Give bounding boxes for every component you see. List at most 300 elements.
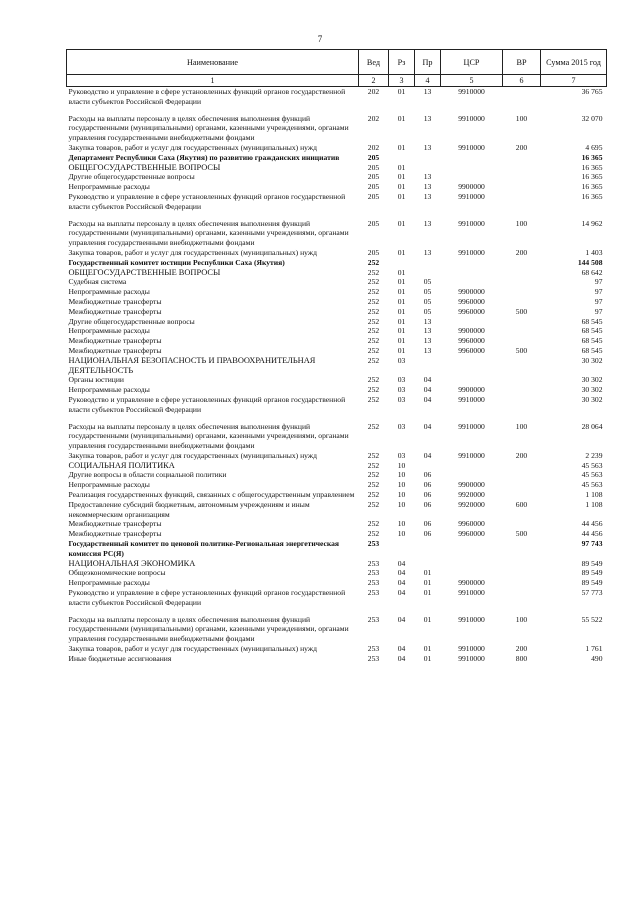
- row-rz: 01: [397, 218, 406, 228]
- row-csr: 9900000: [458, 287, 485, 297]
- row-rz: 10: [397, 490, 406, 500]
- table-row: [67, 153, 607, 163]
- row-sum: 30 302: [581, 375, 603, 385]
- table-row: [67, 297, 607, 307]
- row-csr: [441, 375, 503, 385]
- row-ved: 205: [367, 191, 380, 201]
- row-ved: 252: [367, 499, 380, 509]
- row-name: Расходы на выплаты персоналу в целях обеспечения выполнения функций государственными (муниципальными) органами, казенными учреждениями, органами управления государственными внебюджетными фондами: [68, 614, 349, 644]
- column-number: 4: [415, 75, 441, 87]
- row-pr: 01: [423, 653, 432, 663]
- row-vr: [503, 461, 541, 471]
- row-rz: 04: [397, 568, 406, 578]
- row-csr: [441, 163, 503, 173]
- row-sum: 55 522: [581, 614, 603, 624]
- row-csr: 9910000: [458, 87, 485, 96]
- row-name: Межбюджетные трансферты: [68, 345, 162, 355]
- row-csr: 9920000: [458, 490, 485, 500]
- row-vr: [503, 395, 541, 415]
- row-ved: 252: [367, 267, 380, 277]
- row-csr: [441, 568, 503, 578]
- row-vr: [503, 153, 541, 163]
- row-pr: 13: [423, 172, 432, 182]
- row-vr: 500: [515, 529, 528, 539]
- row-pr: [415, 153, 441, 163]
- column-number: 7: [541, 75, 607, 87]
- row-rz: 03: [397, 385, 406, 395]
- row-spacer-cell: [67, 415, 607, 422]
- row-name: Закупка товаров, работ и услуг для государственных (муниципальных) нужд: [68, 450, 317, 460]
- row-csr: 9920000: [458, 499, 485, 509]
- column-number: 2: [359, 75, 389, 87]
- row-vr: [503, 480, 541, 490]
- row-ved: 205: [367, 182, 380, 192]
- row-sum: 97: [594, 296, 603, 306]
- row-sum: 30 302: [581, 355, 603, 365]
- row-name: Руководство и управление в сфере установленных функций органов государственной власти субъектов Российской Федерации: [68, 588, 346, 607]
- row-sum: 68 545: [581, 336, 603, 346]
- row-rz: 04: [397, 644, 406, 654]
- row-csr: 9960000: [458, 519, 485, 529]
- row-spacer: [67, 107, 607, 114]
- row-pr: 04: [423, 421, 432, 431]
- row-pr: [415, 268, 441, 278]
- row-name: Непрограммные расходы: [68, 385, 150, 395]
- row-vr: [503, 163, 541, 173]
- row-name: Руководство и управление в сфере установленных функций органов государственной власти субъектов Российской Федерации: [68, 394, 346, 414]
- row-name: Непрограммные расходы: [68, 578, 150, 588]
- row-name: Расходы на выплаты персоналу в целях обеспечения выполнения функций государственными (муниципальными) органами, казенными учреждениями, органами управления государственными внебюджетными фондами: [68, 218, 349, 248]
- row-csr: 9900000: [458, 385, 485, 395]
- budget-table: [66, 49, 607, 664]
- row-csr: 9910000: [458, 113, 485, 123]
- row-vr: 100: [515, 218, 528, 228]
- row-csr: 9960000: [458, 336, 485, 346]
- row-rz: [389, 258, 415, 268]
- row-sum: 144 508: [577, 257, 603, 267]
- row-csr: 9910000: [458, 644, 485, 654]
- row-rz: [389, 539, 415, 559]
- row-pr: [415, 539, 441, 559]
- row-pr: 13: [423, 142, 432, 152]
- row-ved: 205: [367, 162, 380, 172]
- row-name: Государственный комитет юстиции Республики Саха (Якутия): [68, 257, 285, 267]
- row-rz: 01: [397, 336, 406, 346]
- row-rz: 01: [397, 345, 406, 355]
- row-rz: 04: [397, 578, 406, 588]
- row-vr: [503, 182, 541, 192]
- row-vr: [503, 470, 541, 480]
- row-csr: 9960000: [458, 296, 485, 306]
- row-sum: 89 549: [581, 558, 603, 568]
- row-spacer-cell: [67, 212, 607, 219]
- row-ved: 252: [367, 460, 380, 470]
- row-sum: 57 773: [581, 588, 603, 598]
- row-name: Межбюджетные трансферты: [68, 529, 162, 539]
- row-sum: 89 549: [581, 568, 603, 578]
- row-ved: 252: [367, 336, 380, 346]
- row-vr: [503, 87, 541, 107]
- row-rz: 04: [397, 614, 406, 624]
- row-name: Межбюджетные трансферты: [68, 336, 162, 346]
- row-name: Руководство и управление в сфере установленных функций органов государственной власти субъектов Российской Федерации: [68, 87, 346, 106]
- table-row: [67, 258, 607, 268]
- row-pr: 01: [423, 578, 432, 588]
- table-row: [67, 307, 607, 317]
- row-sum: 36 765: [581, 87, 603, 96]
- row-vr: [503, 287, 541, 297]
- row-pr: 06: [423, 470, 432, 480]
- table-row: [67, 490, 607, 500]
- row-pr: [415, 163, 441, 173]
- row-csr: 9910000: [458, 191, 485, 201]
- row-sum: 68 545: [581, 326, 603, 336]
- row-rz: 01: [397, 277, 406, 287]
- row-rz: 01: [397, 172, 406, 182]
- row-sum: 68 545: [581, 316, 603, 326]
- row-ved: 202: [367, 113, 380, 123]
- column-number: 6: [503, 75, 541, 87]
- row-sum: 45 563: [581, 460, 603, 470]
- row-rz: 10: [397, 529, 406, 539]
- row-csr: [441, 539, 503, 559]
- row-ved: 252: [367, 470, 380, 480]
- row-sum: 1 108: [585, 499, 603, 509]
- row-name: СОЦИАЛЬНАЯ ПОЛИТИКА: [68, 460, 175, 470]
- header-pr: Пр: [415, 50, 441, 75]
- row-name: Департамент Республики Саха (Якутия) по развитию гражданских инициатив: [68, 152, 340, 162]
- row-vr: 200: [515, 247, 528, 257]
- row-rz: 03: [397, 375, 406, 385]
- row-pr: [415, 356, 441, 376]
- row-ved: 252: [367, 287, 380, 297]
- row-sum: 16 365: [581, 172, 603, 182]
- row-sum: 68 545: [581, 345, 603, 355]
- row-vr: [503, 297, 541, 307]
- table-header-row: [67, 50, 607, 75]
- row-csr: 9900000: [458, 480, 485, 490]
- row-csr: [441, 470, 503, 480]
- row-csr: [441, 277, 503, 287]
- row-rz: 03: [397, 394, 406, 404]
- row-ved: 252: [367, 316, 380, 326]
- table-row: [67, 451, 607, 461]
- row-pr: 01: [423, 614, 432, 624]
- row-sum: 28 064: [581, 421, 603, 431]
- row-sum: 44 456: [581, 529, 603, 539]
- row-ved: 205: [367, 172, 380, 182]
- row-sum: 30 302: [581, 385, 603, 395]
- row-ved: 252: [367, 490, 380, 500]
- table-row: [67, 317, 607, 327]
- row-sum: 32 070: [581, 113, 603, 123]
- row-rz: 01: [397, 287, 406, 297]
- row-name: Органы юстиции: [68, 375, 124, 385]
- row-pr: 06: [423, 499, 432, 509]
- row-sum: 16 365: [581, 162, 603, 172]
- row-ved: 252: [367, 394, 380, 404]
- row-pr: [415, 559, 441, 569]
- header-name: Наименование: [67, 50, 359, 75]
- row-sum: 68 642: [581, 267, 603, 277]
- row-sum: 97: [594, 287, 603, 297]
- row-ved: 252: [367, 385, 380, 395]
- table-row: [67, 615, 607, 644]
- row-csr: 9910000: [458, 588, 485, 598]
- row-sum: 2 239: [585, 450, 603, 460]
- row-pr: 04: [423, 394, 432, 404]
- row-rz: 04: [397, 653, 406, 663]
- row-sum: 490: [591, 653, 603, 663]
- row-ved: 252: [367, 296, 380, 306]
- table-row: [67, 500, 607, 520]
- header-vr: ВР: [503, 50, 541, 75]
- row-ved: 252: [367, 257, 380, 267]
- row-pr: 13: [423, 326, 432, 336]
- row-rz: 01: [397, 306, 406, 316]
- row-sum: 89 549: [581, 578, 603, 588]
- row-ved: 253: [367, 558, 380, 568]
- table-row: [67, 654, 607, 664]
- row-pr: 13: [423, 218, 432, 228]
- row-csr: [441, 317, 503, 327]
- row-ved: 252: [367, 519, 380, 529]
- row-csr: 9910000: [458, 653, 485, 663]
- row-name: Межбюджетные трансферты: [68, 306, 162, 316]
- row-rz: 01: [397, 162, 406, 172]
- row-name: Закупка товаров, работ и услуг для государственных (муниципальных) нужд: [68, 247, 317, 257]
- table-row: [67, 480, 607, 490]
- row-ved: 253: [367, 578, 380, 588]
- row-spacer: [67, 608, 607, 615]
- table-row: [67, 248, 607, 258]
- row-vr: 100: [515, 113, 528, 123]
- row-csr: [441, 559, 503, 569]
- row-sum: 16 365: [581, 152, 603, 162]
- row-ved: 253: [367, 539, 380, 549]
- row-vr: 200: [515, 450, 528, 460]
- row-pr: 01: [423, 568, 432, 578]
- row-pr: 13: [423, 182, 432, 192]
- row-pr: 13: [423, 316, 432, 326]
- row-name: Предоставление субсидий бюджетным, автономным учреждениям и иным некоммерческим организациям: [68, 499, 310, 519]
- row-ved: 252: [367, 277, 380, 287]
- table-row: [67, 519, 607, 529]
- row-sum: 16 365: [581, 191, 603, 201]
- header-ved: Вед: [359, 50, 389, 75]
- row-rz: 01: [397, 113, 406, 123]
- table-row: [67, 539, 607, 559]
- row-csr: 9960000: [458, 306, 485, 316]
- row-spacer-cell: [67, 107, 607, 114]
- row-csr: [441, 258, 503, 268]
- table-row: [67, 143, 607, 153]
- row-vr: [503, 192, 541, 212]
- table-row: [67, 559, 607, 569]
- table-row: [67, 192, 607, 212]
- row-ved: 205: [367, 247, 380, 257]
- row-csr: 9900000: [458, 182, 485, 192]
- row-vr: 600: [515, 499, 528, 509]
- row-sum: 97 743: [581, 539, 603, 549]
- row-name: Другие общегосударственные вопросы: [68, 316, 195, 326]
- row-name: Руководство и управление в сфере установленных функций органов государственной власти субъектов Российской Федерации: [68, 191, 346, 211]
- row-pr: 13: [423, 191, 432, 201]
- row-vr: [503, 375, 541, 385]
- row-csr: 9910000: [458, 421, 485, 431]
- column-number: 5: [441, 75, 503, 87]
- row-pr: 01: [423, 588, 432, 598]
- row-csr: 9910000: [458, 450, 485, 460]
- row-vr: [503, 356, 541, 376]
- row-vr: 500: [515, 345, 528, 355]
- row-pr: 05: [423, 306, 432, 316]
- table-row: [67, 356, 607, 376]
- row-sum: 44 456: [581, 519, 603, 529]
- row-pr: 13: [423, 247, 432, 257]
- row-sum: 14 962: [581, 218, 603, 228]
- row-vr: [503, 277, 541, 287]
- table-row: [67, 470, 607, 480]
- row-sum: 16 365: [581, 182, 603, 192]
- row-rz: 01: [397, 142, 406, 152]
- row-rz: 01: [397, 296, 406, 306]
- row-vr: [503, 588, 541, 608]
- row-rz: 10: [397, 460, 406, 470]
- row-vr: [503, 490, 541, 500]
- row-rz: 03: [397, 421, 406, 431]
- row-name: Непрограммные расходы: [68, 182, 150, 192]
- row-pr: 05: [423, 296, 432, 306]
- row-ved: 253: [367, 653, 380, 663]
- row-name: Межбюджетные трансферты: [68, 296, 162, 306]
- row-csr: [441, 461, 503, 471]
- table-row: [67, 219, 607, 248]
- row-rz: 04: [397, 588, 406, 598]
- table-row: [67, 644, 607, 654]
- row-vr: [503, 559, 541, 569]
- column-number-row: [67, 75, 607, 87]
- row-ved: 252: [367, 450, 380, 460]
- table-body: [67, 87, 607, 664]
- table-row: [67, 461, 607, 471]
- table-row: [67, 375, 607, 385]
- row-csr: 9910000: [458, 142, 485, 152]
- row-spacer-cell: [67, 608, 607, 615]
- table-row: [67, 336, 607, 346]
- table-row: [67, 163, 607, 173]
- row-name: Иные бюджетные ассигнования: [68, 653, 172, 663]
- row-spacer: [67, 415, 607, 422]
- row-rz: 10: [397, 470, 406, 480]
- row-name: Другие вопросы в области социальной политики: [68, 470, 227, 480]
- row-sum: 97: [594, 277, 603, 287]
- row-vr: [503, 317, 541, 327]
- row-ved: 202: [367, 142, 380, 152]
- row-vr: [503, 385, 541, 395]
- row-pr: 06: [423, 519, 432, 529]
- row-sum: 30 302: [581, 394, 603, 404]
- row-ved: 252: [367, 529, 380, 539]
- table-row: [67, 422, 607, 451]
- row-csr: [441, 172, 503, 182]
- row-name: ОБЩЕГОСУДАРСТВЕННЫЕ ВОПРОСЫ: [68, 162, 221, 172]
- row-csr: 9910000: [458, 218, 485, 228]
- row-name: Другие общегосударственные вопросы: [68, 172, 195, 182]
- table-row: [67, 385, 607, 395]
- row-ved: 252: [367, 375, 380, 385]
- row-csr: 9910000: [458, 394, 485, 404]
- row-vr: [503, 568, 541, 578]
- row-rz: 01: [397, 191, 406, 201]
- row-name: Реализация государственных функций, связанных с общегосударственным управлением: [68, 490, 355, 500]
- row-csr: [441, 268, 503, 278]
- row-ved: 205: [367, 218, 380, 228]
- table-row: [67, 182, 607, 192]
- row-rz: 01: [397, 326, 406, 336]
- row-vr: 500: [515, 306, 528, 316]
- row-vr: [503, 578, 541, 588]
- column-number: 1: [67, 75, 359, 87]
- row-pr: 13: [423, 336, 432, 346]
- row-name: Закупка товаров, работ и услуг для государственных (муниципальных) нужд: [68, 142, 317, 152]
- row-pr: 13: [423, 87, 432, 96]
- row-name: Судебная система: [68, 277, 127, 287]
- row-vr: [503, 336, 541, 346]
- row-csr: 9910000: [458, 247, 485, 257]
- row-name: Государственный комитет по ценовой политике-Региональная энергетическая комиссия РС(Я): [68, 539, 340, 558]
- row-name: Непрограммные расходы: [68, 326, 150, 336]
- row-vr: 200: [515, 644, 528, 654]
- row-ved: 253: [367, 614, 380, 624]
- table-row: [67, 114, 607, 143]
- row-pr: 06: [423, 490, 432, 500]
- row-pr: 06: [423, 480, 432, 490]
- row-sum: 1 761: [585, 644, 603, 654]
- row-vr: 200: [515, 142, 528, 152]
- column-number: 3: [389, 75, 415, 87]
- row-rz: 03: [397, 450, 406, 460]
- row-ved: 253: [367, 588, 380, 598]
- row-ved: 252: [367, 480, 380, 490]
- row-sum: 45 563: [581, 470, 603, 480]
- row-name: ОБЩЕГОСУДАРСТВЕННЫЕ ВОПРОСЫ: [68, 267, 221, 277]
- table-row: [67, 277, 607, 287]
- row-ved: 252: [367, 345, 380, 355]
- row-vr: [503, 268, 541, 278]
- row-ved: 252: [367, 326, 380, 336]
- row-sum: 1 403: [585, 247, 603, 257]
- row-pr: 06: [423, 529, 432, 539]
- header-rz: Рз: [389, 50, 415, 75]
- row-name: НАЦИОНАЛЬНАЯ ЭКОНОМИКА: [68, 558, 196, 568]
- row-rz: 01: [397, 267, 406, 277]
- row-pr: 05: [423, 287, 432, 297]
- table-row: [67, 395, 607, 415]
- row-csr: 9910000: [458, 614, 485, 624]
- table-row: [67, 268, 607, 278]
- row-csr: [441, 356, 503, 376]
- row-pr: [415, 258, 441, 268]
- table-row: [67, 578, 607, 588]
- row-vr: [503, 258, 541, 268]
- page-number: 7: [317, 34, 323, 44]
- table-row: [67, 529, 607, 539]
- row-rz: 10: [397, 499, 406, 509]
- row-pr: 13: [423, 345, 432, 355]
- row-pr: 01: [423, 644, 432, 654]
- table-row: [67, 87, 607, 107]
